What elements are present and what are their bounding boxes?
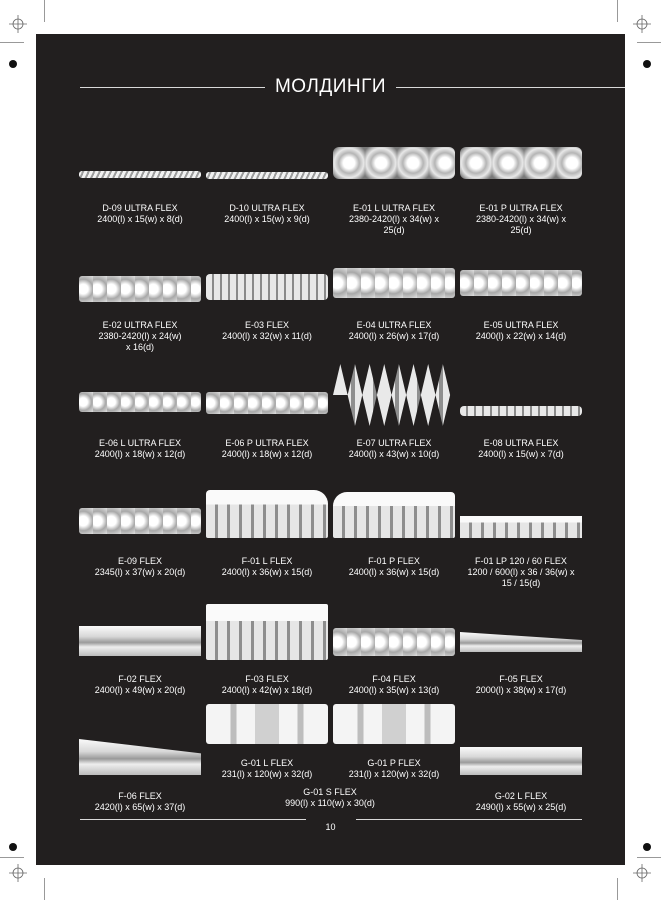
crop-mark (0, 42, 24, 43)
product-name: F-06 FLEX (118, 791, 162, 801)
product-name: D-10 ULTRA FLEX (229, 203, 305, 213)
product-image (333, 145, 455, 197)
registration-mark-icon (633, 15, 651, 33)
product-item (460, 498, 582, 589)
product-image (79, 616, 201, 668)
crop-mark (0, 857, 24, 858)
product-item (333, 700, 455, 780)
product-dims: 2400(l) x 18(w) x 12(d) (221, 449, 313, 459)
product-dims: 2400(l) x 15(w) x 7(d) (478, 449, 564, 459)
product-item (333, 498, 455, 578)
registration-mark-icon (638, 838, 656, 856)
product-image (206, 262, 328, 314)
product-dims: 2400(l) x 43(w) x 10(d) (348, 449, 440, 459)
product-image (206, 380, 328, 432)
product-name: E-04 ULTRA FLEX (356, 320, 432, 330)
product-image (333, 262, 455, 314)
product-dims: 25(d) (510, 225, 532, 235)
product-item (333, 262, 455, 342)
product-dims: 2400(l) x 35(w) x 13(d) (348, 685, 440, 695)
product-image (79, 733, 201, 785)
product-name: G-01 P FLEX (367, 758, 421, 768)
product-image (333, 700, 455, 752)
crop-mark (44, 0, 45, 22)
product-name: F-02 FLEX (118, 674, 162, 684)
product-dims: 231(l) x 120(w) x 32(d) (348, 769, 440, 779)
footer-rule-left (80, 819, 306, 820)
product-name: E-05 ULTRA FLEX (483, 320, 559, 330)
registration-mark-icon (633, 864, 651, 882)
product-image (79, 380, 201, 432)
product-item (79, 733, 201, 813)
product-item (206, 380, 328, 460)
product-dims: 990(l) x 110(w) x 30(d) (285, 798, 375, 808)
product-item (460, 733, 582, 813)
product-name: G-02 L FLEX (494, 791, 548, 801)
page-number: 10 (325, 822, 336, 832)
product-item (460, 380, 582, 460)
product-dims: 15 / 15(d) (501, 578, 541, 588)
product-dims: 2400(l) x 15(w) x 9(d) (224, 214, 310, 224)
crop-mark (44, 878, 45, 900)
product-image (206, 145, 328, 197)
product-name: E-03 FLEX (244, 320, 290, 330)
page-header (44, 74, 617, 100)
product-image (460, 616, 582, 668)
product-dims: 2400(l) x 49(w) x 20(d) (94, 685, 186, 695)
product-dims: 2400(l) x 22(w) x 14(d) (475, 331, 567, 341)
product-image (206, 498, 328, 550)
product-dims: 2345(l) x 37(w) x 20(d) (94, 567, 186, 577)
product-item (460, 145, 582, 236)
product-dims: 2400(l) x 15(w) x 8(d) (97, 214, 183, 224)
product-image (333, 616, 455, 668)
product-name: E-01 L ULTRA FLEX (352, 203, 436, 213)
product-name: E-09 FLEX (117, 556, 163, 566)
product-item (333, 616, 455, 696)
product-image (206, 616, 328, 668)
product-dims: 2400(l) x 36(w) x 15(d) (221, 567, 313, 577)
product-name: F-01 L FLEX (241, 556, 293, 566)
product-image (460, 145, 582, 197)
product-image (79, 262, 201, 314)
product-name: D-09 ULTRA FLEX (102, 203, 178, 213)
registration-mark-icon (4, 838, 22, 856)
product-dims: 2490(l) x 55(w) x 25(d) (475, 802, 567, 812)
product-image (460, 380, 582, 432)
product-item (79, 498, 201, 578)
product-image (206, 700, 328, 752)
product-name: E-07 ULTRA FLEX (356, 438, 432, 448)
product-image (460, 262, 582, 314)
product-dims: 2380-2420(l) x 34(w) x (348, 214, 440, 224)
crop-mark (637, 857, 661, 858)
product-dims: 2400(l) x 18(w) x 12(d) (94, 449, 186, 459)
product-image (79, 498, 201, 550)
product-name: F-03 FLEX (245, 674, 289, 684)
product-image (460, 498, 582, 550)
registration-mark-icon (9, 864, 27, 882)
product-dims: 2380-2420(l) x 24(w) (98, 331, 182, 341)
product-dims: 2400(l) x 26(w) x 17(d) (348, 331, 440, 341)
product-item (333, 145, 455, 236)
product-dims: 2000(l) x 38(w) x 17(d) (475, 685, 567, 695)
crop-mark (617, 878, 618, 900)
product-name: F-04 FLEX (372, 674, 416, 684)
product-dims: 2380-2420(l) x 34(w) x (475, 214, 567, 224)
product-item (79, 262, 201, 353)
product-dims: 2420(l) x 65(w) x 37(d) (94, 802, 186, 812)
footer-rule-right (356, 819, 582, 820)
product-name: F-01 LP 120 / 60 FLEX (475, 556, 567, 566)
product-item (460, 616, 582, 696)
product-name: E-08 ULTRA FLEX (483, 438, 559, 448)
product-dims: 2400(l) x 42(w) x 18(d) (221, 685, 313, 695)
product-name: E-01 P ULTRA FLEX (479, 203, 563, 213)
product-item (333, 380, 455, 460)
page-title: МОЛДИНГИ (265, 76, 396, 97)
product-item (460, 262, 582, 342)
product-name: G-01 S FLEX (303, 787, 357, 797)
product-name: G-01 L FLEX (240, 758, 294, 768)
product-item (206, 616, 328, 696)
product-dims: 231(l) x 120(w) x 32(d) (221, 769, 313, 779)
product-item (79, 380, 201, 460)
product-item (206, 700, 328, 780)
product-image (333, 380, 455, 432)
product-item (79, 616, 201, 696)
registration-mark-icon (9, 15, 27, 33)
product-dims: 2400(l) x 32(w) x 11(d) (222, 331, 312, 341)
product-dims: x 16(d) (125, 342, 154, 352)
registration-mark-icon (638, 55, 656, 73)
registration-mark-icon (4, 55, 22, 73)
product-item (255, 787, 405, 809)
product-item (206, 145, 328, 225)
crop-mark (617, 0, 618, 22)
product-item (206, 498, 328, 578)
product-image (333, 498, 455, 550)
product-image (79, 145, 201, 197)
product-item (206, 262, 328, 342)
product-dims: 1200 / 600(l) x 36 / 36(w) x (467, 567, 575, 577)
product-name: E-06 P ULTRA FLEX (225, 438, 309, 448)
product-image (460, 733, 582, 785)
product-name: F-01 P FLEX (368, 556, 420, 566)
product-name: E-06 L ULTRA FLEX (98, 438, 182, 448)
product-name: E-02 ULTRA FLEX (102, 320, 178, 330)
product-dims: 2400(l) x 36(w) x 15(d) (348, 567, 440, 577)
crop-mark (637, 42, 661, 43)
product-item (79, 145, 201, 225)
product-name: F-05 FLEX (499, 674, 543, 684)
product-dims: 25(d) (383, 225, 405, 235)
